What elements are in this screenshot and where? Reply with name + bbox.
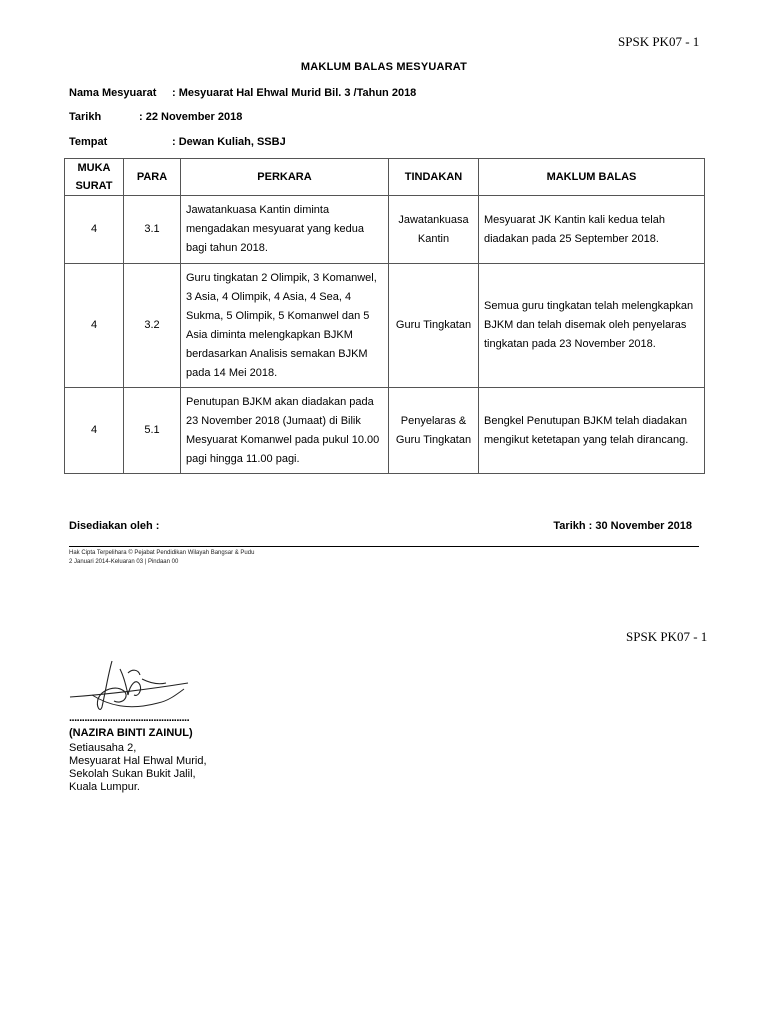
cell-maklum-balas: Semua guru tingkatan telah melengkapkan BJKM dan telah disemak oleh penyelaras tingkatan pada 23 November 2018.	[479, 264, 705, 388]
cell-para: 5.1	[124, 388, 181, 474]
header-para: PARA	[124, 159, 181, 196]
footer-copyright: Hak Cipta Terpelihara © Pejabat Pendidikan Wilayah Bangsar & Pudu	[69, 550, 255, 556]
header-maklum-balas: MAKLUM BALAS	[479, 159, 705, 196]
table-header-row	[65, 159, 705, 196]
cell-perkara: Jawatankuasa Kantin diminta mengadakan mesyuarat yang kedua bagi tahun 2018.	[181, 196, 389, 264]
prepared-date: Tarikh : 30 November 2018	[553, 520, 692, 532]
signatory-role-1: Setiausaha 2,	[69, 742, 137, 754]
header-tindakan: TINDAKAN	[389, 159, 479, 196]
signatory-role-2: Mesyuarat Hal Ehwal Murid,	[69, 755, 207, 767]
cell-muka-surat: 4	[65, 264, 124, 388]
place-label: Tempat	[69, 136, 108, 148]
cell-para: 3.1	[124, 196, 181, 264]
table-row	[65, 388, 705, 474]
signature-dots: ...............................................	[69, 712, 190, 724]
cell-maklum-balas: Mesyuarat JK Kantin kali kedua telah diadakan pada 25 September 2018.	[479, 196, 705, 264]
prepared-by-label: Disediakan oleh :	[69, 520, 160, 532]
cell-tindakan: Penyelaras & Guru Tingkatan	[389, 388, 479, 474]
cell-tindakan: Guru Tingkatan	[389, 264, 479, 388]
meeting-name-label: Nama Mesyuarat	[69, 87, 157, 99]
footer-revision: 2 Januari 2014-Keluaran 03 | Pindaan 00	[69, 559, 179, 565]
form-code-page2: SPSK PK07 - 1	[626, 629, 708, 644]
cell-tindakan: Jawatankuasa Kantin	[389, 196, 479, 264]
signature-image	[68, 655, 193, 715]
form-code: SPSK PK07 - 1	[618, 34, 700, 49]
date-label: Tarikh	[69, 111, 102, 123]
header-perkara: PERKARA	[181, 159, 389, 196]
table-row	[65, 264, 705, 388]
cell-muka-surat: 4	[65, 388, 124, 474]
cell-perkara: Penutupan BJKM akan diadakan pada 23 November 2018 (Jumaat) di Bilik Mesyuarat Komanwel pada pukul 10.00 pagi hingga 11.00 pagi.	[181, 388, 389, 474]
signatory-role-3: Sekolah Sukan Bukit Jalil,	[69, 768, 196, 780]
signatory-name: (NAZIRA BINTI ZAINUL)	[69, 727, 193, 739]
header-muka-surat: MUKA SURAT	[65, 159, 124, 196]
feedback-table	[64, 158, 705, 474]
cell-muka-surat: 4	[65, 196, 124, 264]
footer-divider	[69, 546, 699, 547]
signatory-role-4: Kuala Lumpur.	[69, 781, 140, 793]
place-value: : Dewan Kuliah, SSBJ	[172, 136, 286, 148]
table-row	[65, 196, 705, 264]
cell-para: 3.2	[124, 264, 181, 388]
cell-maklum-balas: Bengkel Penutupan BJKM telah diadakan mengikut ketetapan yang telah dirancang.	[479, 388, 705, 474]
cell-perkara: Guru tingkatan 2 Olimpik, 3 Komanwel, 3 Asia, 4 Olimpik, 4 Asia, 4 Sea, 4 Sukma, 5 Olimpik, 5 Komanwel dan 5 Asia diminta melengkapkan BJKM berdasarkan Analisis semakan BJKM pada 14 Mei 2018.	[181, 264, 389, 388]
meeting-name-value: : Mesyuarat Hal Ehwal Murid Bil. 3 /Tahun 2018	[172, 87, 417, 99]
date-value: : 22 November 2018	[139, 111, 243, 123]
document-title: MAKLUM BALAS MESYUARAT	[300, 61, 468, 73]
